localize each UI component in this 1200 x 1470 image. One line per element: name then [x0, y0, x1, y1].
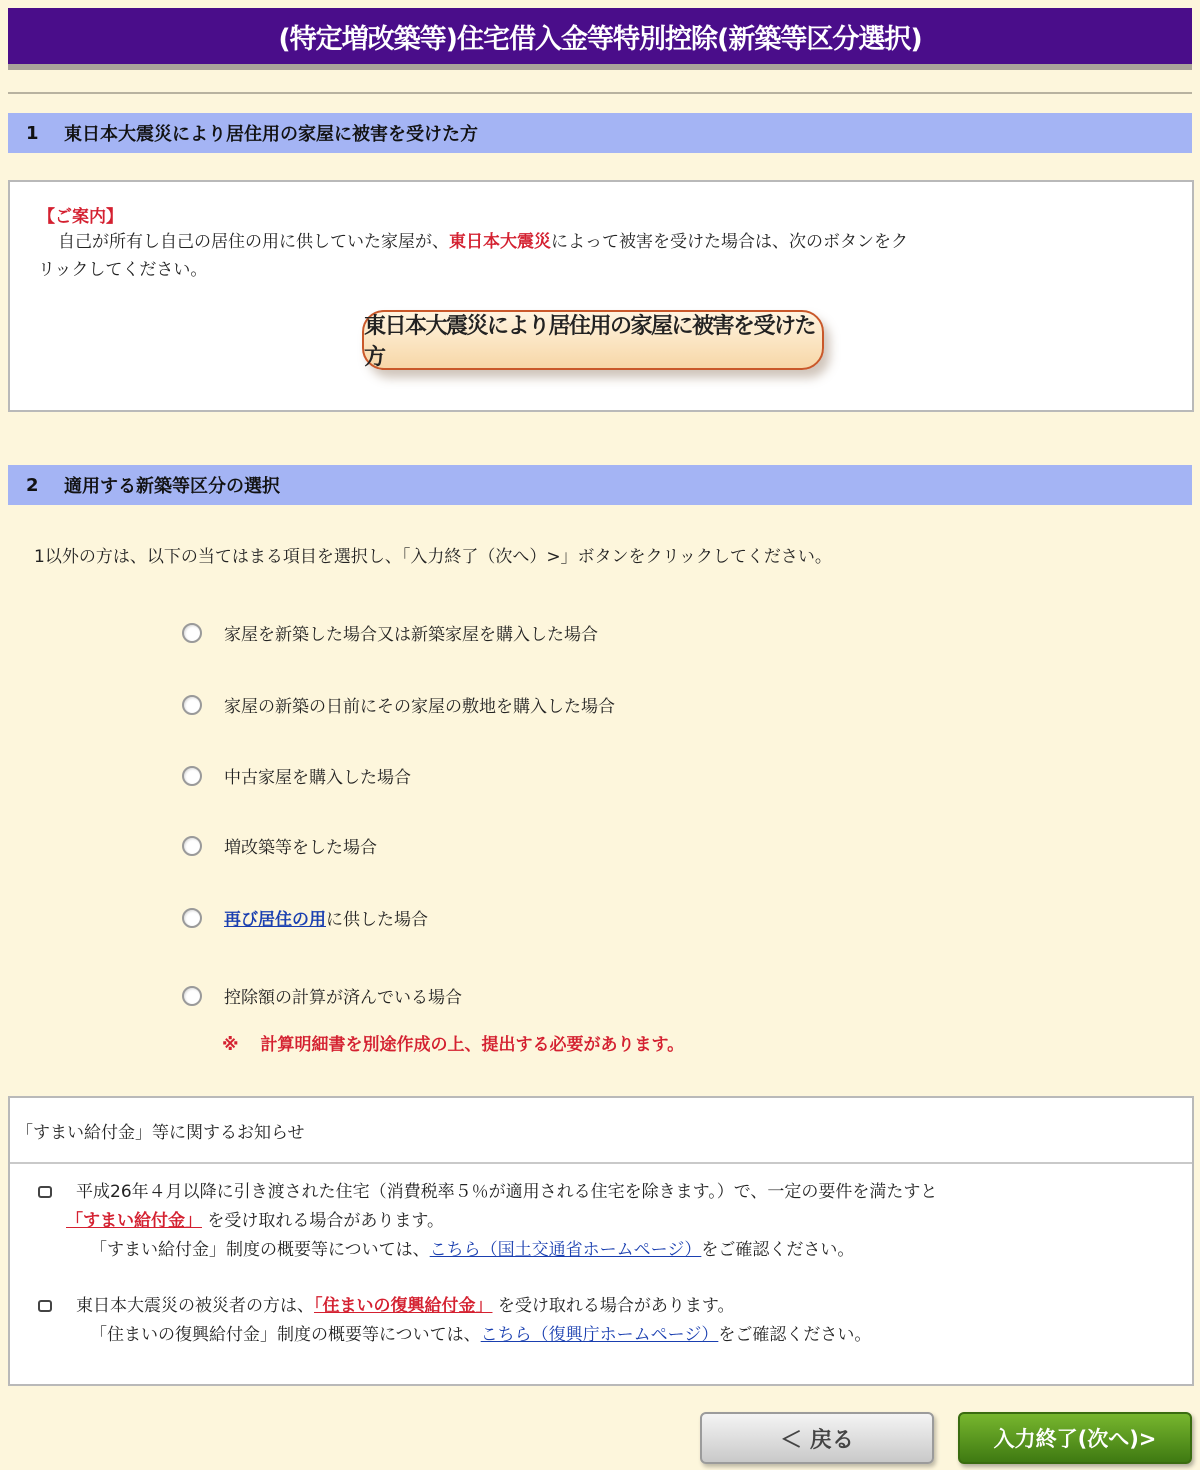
mlit-homepage-link[interactable]: こちら（国土交通省ホームページ）: [429, 1240, 702, 1260]
disaster-victim-button[interactable]: 東日本大震災により居住用の家屋に被害を受けた方: [362, 310, 824, 370]
info-item1-line3-post: をご確認ください。: [701, 1240, 855, 1260]
square-bullet-icon: [38, 1186, 52, 1198]
back-button[interactable]: ＜ 戻る: [700, 1412, 934, 1464]
page-title: (特定増改築等)住宅借入金等特別控除(新築等区分選択): [8, 8, 1192, 70]
option-land-purchase[interactable]: [182, 692, 615, 717]
option-label: 増改築等をした場合: [224, 838, 377, 858]
calculation-note: [222, 1030, 684, 1055]
guide-text-part2: によって被害を受けた場合は、次のボタンをク: [551, 232, 908, 252]
info-item1-line2: を受け取れる場合があります。: [207, 1211, 445, 1231]
radio-button[interactable]: [182, 986, 202, 1006]
option-used-house[interactable]: [182, 763, 411, 788]
square-bullet-icon: [38, 1300, 52, 1312]
section-2-instruction: 1以外の方は、以下の当てはまる項目を選択し、「入力終了（次へ）>」ボタンをクリックしてください。: [34, 547, 832, 567]
divider: [8, 92, 1192, 94]
info-item2-line1: 東日本大震災の被災者の方は、: [76, 1296, 314, 1316]
radio-button[interactable]: [182, 623, 202, 643]
section-1-header: [8, 113, 1192, 153]
sumai-benefit-link[interactable]: 「すまい給付金」: [66, 1211, 202, 1231]
info-item2-line1-post: を受け取れる場合があります。: [497, 1296, 735, 1316]
option-label: 家屋を新築した場合又は新築家屋を購入した場合: [224, 625, 598, 645]
section-2-heading: 適用する新築等区分の選択: [64, 476, 280, 497]
info-item-sumai: [38, 1178, 937, 1265]
option-reoccupancy[interactable]: [182, 905, 428, 930]
option-renovation[interactable]: [182, 833, 377, 858]
section-2-header: [8, 465, 1192, 505]
guide-text-disaster: 東日本大震災: [449, 232, 551, 252]
guide-text: [38, 228, 1168, 284]
note-text: 計算明細書を別途作成の上、提出する必要があります。: [260, 1035, 685, 1055]
option-label: 中古家屋を購入した場合: [224, 768, 411, 788]
radio-button[interactable]: [182, 836, 202, 856]
option-label: 控除額の計算が済んでいる場合: [224, 988, 462, 1008]
reoccupancy-link[interactable]: 再び居住の用: [224, 910, 326, 930]
info-item2-line2-pre: 「住まいの復興給付金」制度の概要等については、: [90, 1325, 481, 1345]
section-1-number: 1: [26, 122, 39, 144]
info-item2-line2-post: をご確認ください。: [718, 1325, 872, 1345]
radio-button[interactable]: [182, 766, 202, 786]
radio-button[interactable]: [182, 695, 202, 715]
section-1-guide-box: [8, 180, 1194, 412]
option-calculated[interactable]: [182, 983, 462, 1008]
benefit-info-box: [8, 1096, 1194, 1386]
guide-text-part3: リックしてください。: [38, 260, 208, 280]
reconstruction-benefit-link[interactable]: 「住まいの復興給付金」: [314, 1296, 493, 1316]
option-new-construction[interactable]: [182, 620, 598, 645]
next-button[interactable]: 入力終了(次へ)>: [958, 1412, 1192, 1464]
info-item1-line1: 平成26年４月以降に引き渡された住宅（消費税率５％が適用される住宅を除きます。）で、一定の要件を満たすと: [76, 1182, 938, 1202]
note-mark: ※: [222, 1035, 239, 1055]
option-label: 家屋の新築の日前にその家屋の敷地を購入した場合: [224, 697, 615, 717]
guide-label: 【ご案内】: [38, 207, 123, 227]
section-1-heading: 東日本大震災により居住用の家屋に被害を受けた方: [64, 124, 478, 145]
info-item-reconstruction: [38, 1292, 871, 1350]
info-item1-line3-pre: 「すまい給付金」制度の概要等については、: [90, 1240, 430, 1260]
option-label: に供した場合: [326, 910, 428, 930]
reconstruction-agency-link[interactable]: こちら（復興庁ホームページ）: [480, 1325, 719, 1345]
info-heading: 「すまい給付金」等に関するお知らせ: [10, 1098, 1192, 1164]
radio-button[interactable]: [182, 908, 202, 928]
guide-text-part1: 自己が所有し自己の居住の用に供していた家屋が、: [58, 232, 449, 252]
section-2-number: 2: [26, 474, 39, 496]
